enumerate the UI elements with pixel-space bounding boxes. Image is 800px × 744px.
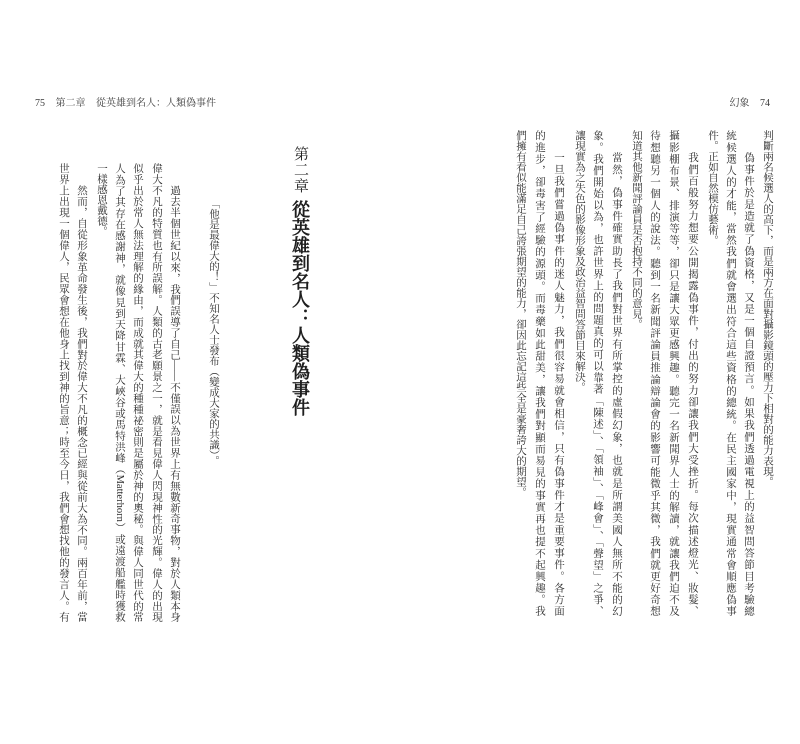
text-column: 待想聽另一個人的說法。聽到一名新聞評論員推論辯論會的影響可能微乎其微，我們就更好奇想 xyxy=(649,130,660,616)
running-head-title: 從英雄到名人：人類偽事件 xyxy=(96,98,216,109)
page-number: 74 xyxy=(760,98,770,109)
text-column: 一樣感恩戴德。 xyxy=(96,163,107,237)
text-column: 攝影棚布景、排演等等，卻只是讓大眾更感興趣。聽完一名新聞界人士的解讀，就讓我們迫不及 xyxy=(668,130,679,616)
chapter-title: 從英雄到名人：人類偽事件 xyxy=(290,200,310,416)
page-number: 75 xyxy=(35,98,45,109)
text-column: 當然，偽事件確實助長了我們對世界有所掌控的虛假幻象，也就是所謂美國人無所不能的幻 xyxy=(611,152,622,616)
text-column: 似乎出於常人無法理解的緣由，而成就其偉大的種種祕密則是屬於神的奧秘。與偉人同世代的常 xyxy=(132,163,143,622)
text-column: 們擁有看似能滿足自己誇張期望的能力，卻因此忘記這些全是豪奢誇大的期望。 xyxy=(515,130,526,498)
running-head-left xyxy=(35,98,224,110)
text-column: 統候選人的才能，當然我們就會選出符合這些資格的總統。在民主國家中，現實通常會順應偽事 xyxy=(725,130,736,616)
text-column: 讓現實為之失色的影像形象及政治益智問答節目來解決。 xyxy=(574,130,585,393)
text-column: 的進步，卻毒害了經驗的源頭。而毒藥如此甜美，讓我們對顯而易見的事實再也提不起興趣。我 xyxy=(534,130,545,616)
text-column: 一旦我們嘗過偽事件的迷人魅力，我們很容易就會相信，只有偽事件才是重要事件。各方面 xyxy=(553,152,564,616)
text-column: 然而，自從形象革命發生後，我們對於偉大不凡的概念已經與從前大為不同。兩百年前，當 xyxy=(76,185,87,622)
text-column: 象。我們開始以為，也許世界上的問題真的可以靠著「陳述」、「領袖」、「峰會」、「聲望」之爭、 xyxy=(592,130,603,616)
epigraph: 「他是最偉大的！」不知名人士發布（變成大家的共識）。 xyxy=(208,198,219,466)
text-column: 過去半個世紀以來，我們誤導了自己——不僅誤以為世界上有無數新奇事物，對於人類本身 xyxy=(169,185,180,622)
text-column: 世界上出現一個偉人，民眾會想在他身上找到神的旨意；時至今日，我們會想找他的發言人。有 xyxy=(58,163,69,622)
text-column: 我們百般努力想要公開揭露偽事件，付出的努力卻讓我們大受挫折。每次描述燈光、妝髮、 xyxy=(687,152,698,616)
right-page xyxy=(400,0,800,744)
text-column: 件。正如自然模仿藝術。 xyxy=(707,130,718,246)
text-column: 判斷兩名候選人的高下，而是兩方在面對攝影鏡頭的壓力下相對的能力表現。 xyxy=(762,130,773,487)
text-column: 知道其他新聞評論員是否抱持不同的意見。 xyxy=(631,130,642,330)
chapter-label: 第二章 xyxy=(292,146,308,194)
running-head-book-title: 幻象 xyxy=(729,98,750,109)
text-column: 偽事件於是造就了偽資格，又是一個自證預言。如果我們透過電視上的益智問答節目考驗總 xyxy=(743,152,754,616)
running-head-chapter: 第二章 xyxy=(55,98,86,109)
text-column: 人為了其存在感謝神，就像見到天降甘霖、大峽谷或馬特洪峰（Matterhorn）或遠渡船艦時獲救 xyxy=(114,163,125,622)
text-column: 偉大不凡的特質也有所誤解。人類的古老願景之一，就是看見偉人閃現神性的光輝。偉人的出現 xyxy=(151,163,162,622)
running-head-right xyxy=(722,98,771,110)
